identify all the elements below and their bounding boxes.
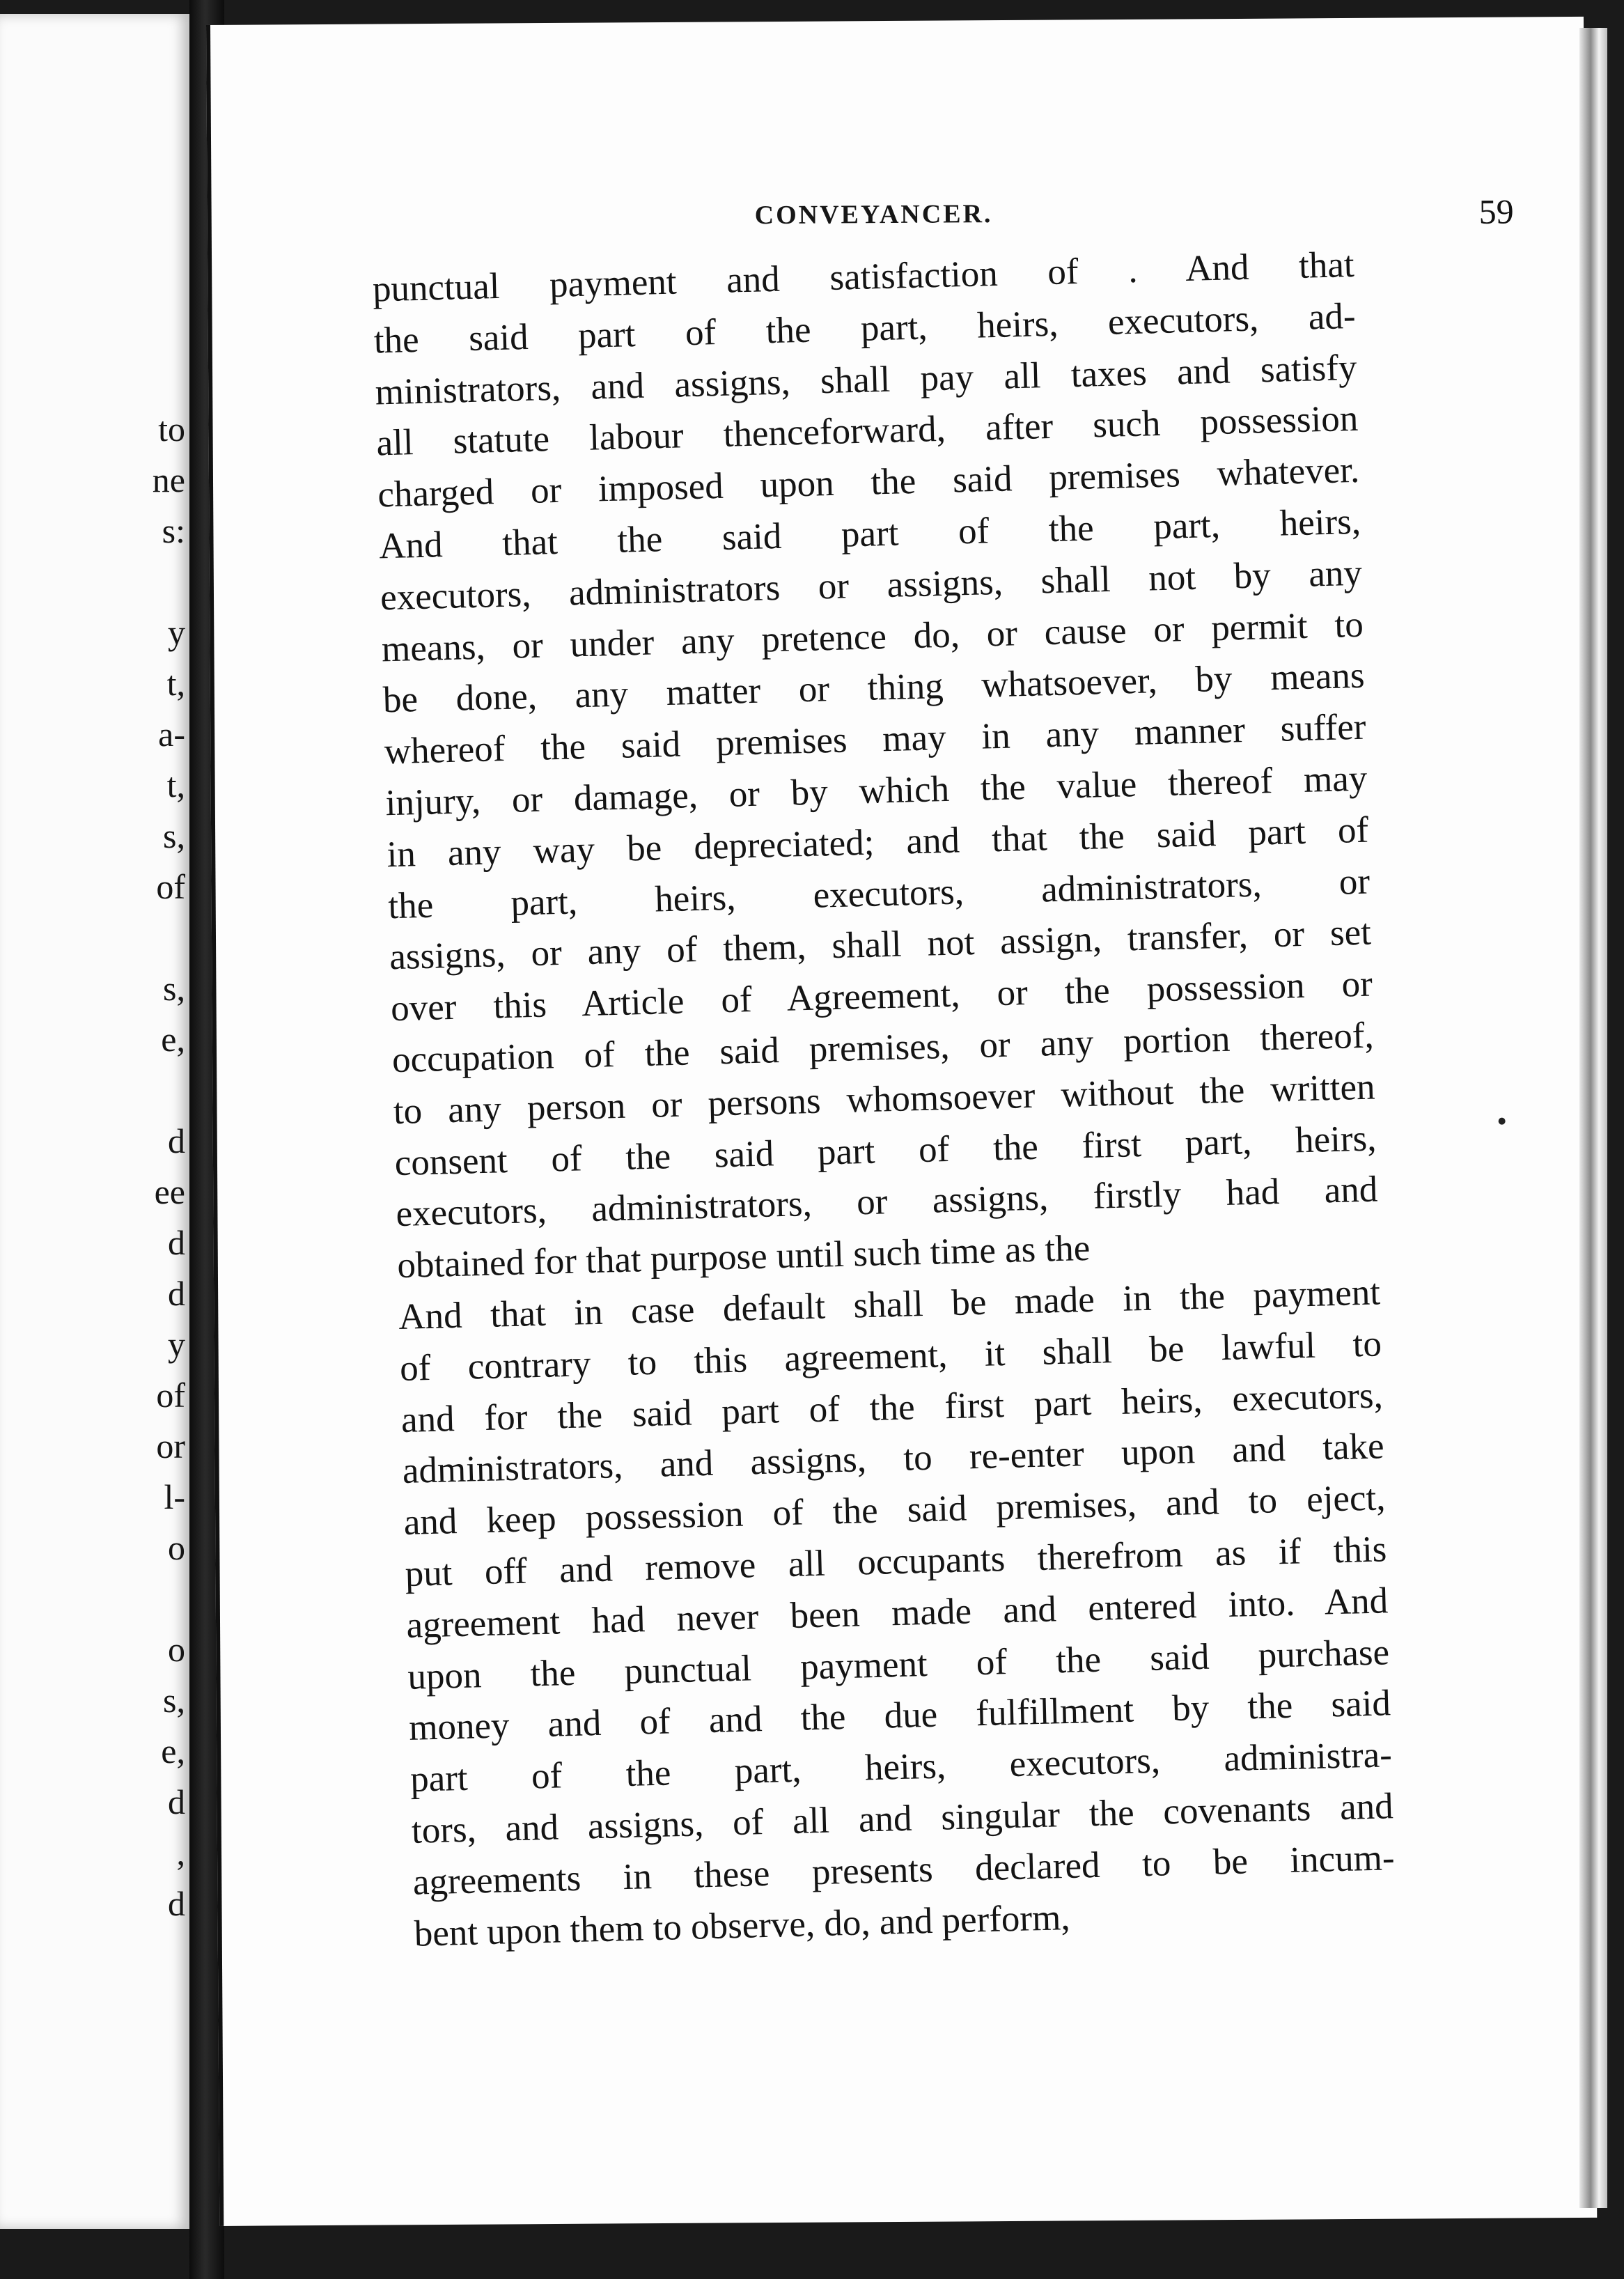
left-page-fragment <box>130 557 185 607</box>
ink-speck <box>1499 1118 1506 1125</box>
left-page-fragment: e, <box>161 1732 185 1771</box>
left-page-fragment: o <box>168 1528 185 1567</box>
text-line: all statute labour thenceforward, after such possession <box>375 398 1359 464</box>
left-page-fragment: ne <box>152 460 185 499</box>
left-facing-page <box>0 14 189 2229</box>
left-page-fragment: s: <box>162 511 185 550</box>
left-page-fragment: s, <box>163 816 185 855</box>
left-page-fragment: l- <box>164 1477 185 1516</box>
text-line: assigns, or any of them, shall not assign, transfer, or set <box>389 912 1372 978</box>
left-page-fragment: or <box>156 1426 185 1465</box>
text-line: And that in case default shall be made in the payment <box>398 1272 1381 1337</box>
left-page-fragment: d <box>168 1223 185 1262</box>
text-line: punctual payment and satisfaction of . And that <box>372 244 1355 310</box>
left-page-fragment: of <box>156 1376 185 1415</box>
left-page-fragment: d <box>168 1884 185 1923</box>
text-line: means, or under any pretence do, or cause or permit to <box>381 604 1364 669</box>
left-page-fragment: s, <box>163 969 185 1008</box>
text-line: charged or imposed upon the said premises whatever. <box>377 449 1360 515</box>
right-page <box>206 17 1597 2226</box>
text-line: ministrators, and assigns, shall pay all taxes and satisfy <box>375 347 1358 413</box>
text-line: in any way be depreciated; and that the said part of <box>386 809 1369 876</box>
text-line: upon the punctual payment of the said purchase <box>407 1631 1390 1697</box>
text-line: part of the part, heirs, executors, administra- <box>409 1734 1393 1800</box>
text-line: be done, any matter or thing whatsoever, by means <box>382 655 1366 721</box>
left-page-fragment: of <box>156 867 185 906</box>
left-page-fragment: s, <box>163 1681 185 1720</box>
text-line: occupation of the said premises, or any portion thereof, <box>391 1015 1375 1081</box>
left-page-fragment: t, <box>166 765 185 804</box>
left-page-fragment <box>130 1573 185 1624</box>
text-line: money and of and the due fulfillment by the said <box>408 1683 1391 1749</box>
left-page-fragment: o <box>168 1630 185 1669</box>
page-number: 59 <box>1478 192 1514 231</box>
left-page-fragment: a- <box>158 715 185 754</box>
text-line: the said part of the part, heirs, executors, ad- <box>373 295 1357 361</box>
text-line: executors, administrators or assigns, shall not by any <box>380 552 1363 619</box>
text-line: the part, heirs, executors, administrators, or <box>387 861 1371 926</box>
text-line: agreement had never been made and entered into. And <box>405 1580 1389 1646</box>
left-page-fragment: y <box>168 613 185 652</box>
text-line: over this Article of Agreement, or the possession or <box>390 963 1373 1029</box>
left-page-fragment: ee <box>154 1172 185 1211</box>
text-line: and keep possession of the said premises, and to eject, <box>403 1477 1387 1543</box>
text-line: agreements in these presents declared to be incum- <box>412 1837 1396 1903</box>
page-header <box>754 192 1577 249</box>
text-line: administrators, and assigns, to re-enter upon and take <box>402 1426 1385 1492</box>
text-line: tors, and assigns, of all and singular the covenants and <box>411 1786 1394 1851</box>
text-line: to any person or persons whomsoever without the written <box>393 1066 1376 1132</box>
left-page-fragment: d <box>168 1782 185 1821</box>
text-line: and for the said part of the first part heirs, executors, <box>400 1374 1384 1440</box>
left-page-fragment <box>130 912 185 963</box>
left-page-fragment: e, <box>161 1020 185 1059</box>
running-head: CONVEYANCER. <box>754 199 993 231</box>
text-line: obtained for that purpose until such time as the <box>396 1228 1091 1286</box>
left-page-fragment: d <box>168 1121 185 1160</box>
body-text <box>372 240 1396 1960</box>
left-page-fragment <box>130 1065 185 1116</box>
left-page-line-fragments <box>130 404 185 1929</box>
text-line: And that the said part of the part, heirs, <box>378 501 1361 567</box>
text-line: whereof the said premises may in any manner suffer <box>384 706 1367 772</box>
left-page-fragment: y <box>168 1325 185 1364</box>
left-page-fragment: , <box>176 1833 185 1872</box>
text-line: of contrary to this agreement, it shall be lawful to <box>399 1323 1382 1389</box>
left-page-fragment: d <box>168 1274 185 1313</box>
text-line: bent upon them to observe, do, and perform, <box>414 1897 1071 1954</box>
left-page-fragment: to <box>158 410 185 449</box>
left-page-fragment: t, <box>166 664 185 703</box>
page-edge-stack <box>1579 28 1607 2208</box>
text-line: injury, or damage, or by which the value thereof may <box>384 758 1368 824</box>
text-line: consent of the said part of the first part, heirs, <box>394 1118 1377 1183</box>
text-line: put off and remove all occupants therefrom as if this <box>404 1529 1387 1594</box>
text-line: executors, administrators, or assigns, firstly had and <box>395 1169 1378 1235</box>
